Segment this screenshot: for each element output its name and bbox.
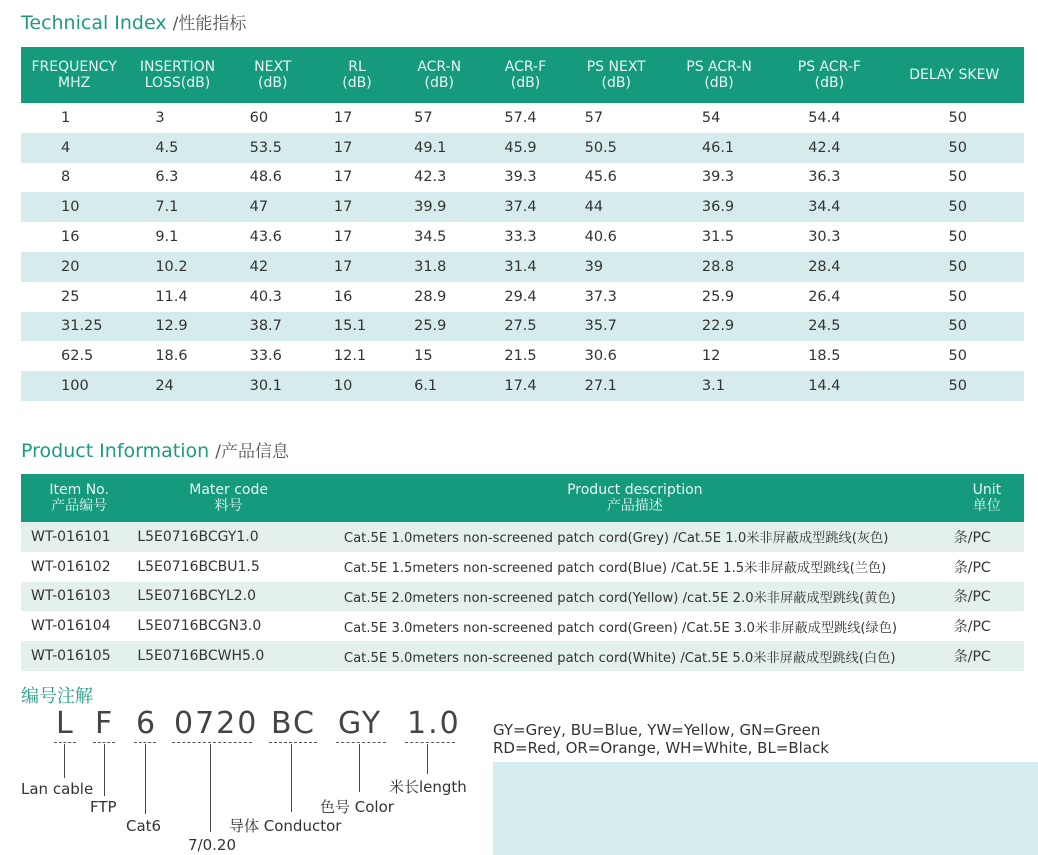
label-color: 色号 Color xyxy=(320,798,394,816)
table-cell: 50.5 xyxy=(569,133,664,163)
table-cell: L5E0716BCGN3.0 xyxy=(137,618,262,635)
table-cell: 36.9 xyxy=(664,192,774,222)
table-cell: 42 xyxy=(228,252,318,282)
table-cell: 34.4 xyxy=(774,192,884,222)
table-cell: 条/PC xyxy=(953,619,991,636)
tech-header-row xyxy=(21,47,1024,103)
prod-col-header xyxy=(320,474,950,522)
table-cell: 条/PC xyxy=(950,522,1024,552)
prod-col-header-en: Unit xyxy=(972,482,1002,498)
table-cell: 37.3 xyxy=(584,288,617,305)
table-cell: 54 xyxy=(701,109,721,126)
table-cell: 47 xyxy=(228,192,318,222)
table-row xyxy=(21,611,1024,641)
table-cell: 16 xyxy=(61,229,80,246)
code-seg-length: 1.0 xyxy=(407,706,461,741)
table-cell: 46.1 xyxy=(664,133,774,163)
tech-col-header xyxy=(318,47,396,103)
table-row xyxy=(21,371,1024,401)
table-cell: Cat.5E 1.0meters non-screened patch cord(Grey) /Cat.5E 1.0米非屏蔽成型跳线(灰色) xyxy=(320,522,950,552)
table-cell: 15.1 xyxy=(318,312,396,342)
table-cell: 54.4 xyxy=(808,109,841,126)
table-cell: Cat.5E 5.0meters non-screened patch cord(White) /Cat.5E 5.0米非屏蔽成型跳线(白色) xyxy=(320,641,950,671)
table-cell: 25.9 xyxy=(396,312,482,342)
table-cell: 31.8 xyxy=(396,252,482,282)
table-cell: 15 xyxy=(414,348,433,365)
table-cell: 44 xyxy=(569,192,664,222)
code-annotation-title: 编号注解 xyxy=(21,686,93,707)
table-cell: 33.3 xyxy=(504,229,537,246)
connector-line xyxy=(145,744,146,814)
table-cell: 48.6 xyxy=(249,169,282,186)
tech-col-header-line2: (dB) xyxy=(342,75,372,91)
table-cell: 1 xyxy=(61,109,71,126)
tech-col-header-line1: PS ACR-F xyxy=(797,59,861,75)
table-cell: 50 xyxy=(948,109,967,126)
table-cell: L5E0716BCYL2.0 xyxy=(137,582,320,612)
label-ftp: FTP xyxy=(90,798,117,816)
table-cell: 12.1 xyxy=(333,348,367,365)
prod-col-header-cn: 产品描述 xyxy=(606,498,663,514)
table-cell: 50 xyxy=(885,192,1024,222)
table-cell: 57 xyxy=(414,109,433,126)
prod-col-header-cn: 料号 xyxy=(214,498,243,514)
technical-index-table xyxy=(21,47,1024,401)
table-cell: 17 xyxy=(333,169,353,186)
table-cell: 25 xyxy=(61,288,80,305)
table-cell: 31.5 xyxy=(701,229,735,246)
table-cell: 37.4 xyxy=(482,192,568,222)
prod-col-header-cn: 单位 xyxy=(972,498,1001,514)
prod-col-header-en: Item No. xyxy=(49,482,109,498)
label-cat6: Cat6 xyxy=(126,817,162,835)
prod-col-header xyxy=(21,474,137,522)
connector-line xyxy=(359,744,360,792)
tech-col-header-line1: ACR-N xyxy=(417,59,462,75)
table-cell: 26.4 xyxy=(808,288,841,305)
tech-col-header-line2: (dB) xyxy=(510,75,541,91)
table-cell: 100 xyxy=(21,371,127,401)
prod-col-header-cn: 产品编号 xyxy=(51,498,108,514)
table-cell: 24.5 xyxy=(774,312,884,342)
connector-line xyxy=(104,744,105,796)
tech-col-header-line2: (dB) xyxy=(258,75,288,91)
table-cell: WT-016101 xyxy=(21,522,137,552)
table-cell: L5E0716BCGY1.0 xyxy=(137,522,320,552)
table-cell: 27.1 xyxy=(569,371,664,401)
table-cell: 17 xyxy=(333,109,353,126)
table-cell: L5E0716BCWH5.0 xyxy=(137,641,320,671)
table-cell: 40.6 xyxy=(584,229,617,246)
table-row xyxy=(21,252,1024,282)
table-cell: 31.4 xyxy=(482,252,568,282)
table-cell: 17 xyxy=(318,133,396,163)
tech-subtitle: /性能指标 xyxy=(172,14,247,34)
table-cell: WT-016105 xyxy=(21,641,137,671)
table-cell: 18.5 xyxy=(808,348,841,365)
table-row xyxy=(21,163,1024,193)
table-cell: 42.4 xyxy=(774,133,884,163)
code-seg-l: L xyxy=(56,706,75,741)
table-cell: 9.1 xyxy=(155,229,179,246)
table-cell: 16 xyxy=(333,288,353,305)
table-row xyxy=(21,222,1024,252)
table-row xyxy=(21,282,1024,312)
tech-col-header-line1: RL xyxy=(348,59,366,75)
table-row xyxy=(21,133,1024,163)
table-cell: 22.9 xyxy=(664,312,774,342)
connector-line xyxy=(427,744,428,774)
table-cell: 条/PC xyxy=(950,641,1024,671)
table-cell: 50 xyxy=(948,229,967,246)
code-seg-6: 6 xyxy=(136,706,158,741)
table-cell: 49.1 xyxy=(396,133,482,163)
table-cell: 39.9 xyxy=(396,192,482,222)
tech-col-header-line1: PS ACR-N xyxy=(686,59,752,75)
table-cell: 50 xyxy=(948,288,967,305)
code-seg-0720: 0720 xyxy=(174,706,259,741)
table-cell: 40.3 xyxy=(249,288,282,305)
table-row xyxy=(21,341,1024,371)
table-cell: 45.6 xyxy=(584,169,617,186)
table-cell: 17 xyxy=(333,229,353,246)
table-cell: 50 xyxy=(948,169,967,186)
tech-col-header xyxy=(885,47,1024,103)
tech-col-header xyxy=(228,47,318,103)
tech-col-header xyxy=(569,47,664,103)
label-length: 米长length xyxy=(389,778,467,796)
table-cell: 27.5 xyxy=(482,312,568,342)
product-information-table xyxy=(21,474,1024,671)
table-cell: 29.4 xyxy=(504,288,537,305)
tech-col-header xyxy=(482,47,568,103)
tech-section-title xyxy=(21,9,246,34)
table-cell: 50 xyxy=(885,312,1024,342)
label-conductor-size: 7/0.20 xyxy=(188,836,236,854)
table-cell: 17.4 xyxy=(482,371,568,401)
table-cell: 14.4 xyxy=(774,371,884,401)
table-cell: 60 xyxy=(249,109,269,126)
table-cell: WT-016104 xyxy=(31,618,111,635)
table-cell: 50 xyxy=(948,348,967,365)
table-row xyxy=(21,641,1024,671)
table-cell: 28.9 xyxy=(414,288,447,305)
table-cell: 43.6 xyxy=(249,229,282,246)
label-lan-cable: Lan cable xyxy=(21,780,94,798)
table-cell: 28.8 xyxy=(664,252,774,282)
table-cell: 10.2 xyxy=(127,252,227,282)
tech-col-header xyxy=(396,47,482,103)
code-seg-bc: BC xyxy=(271,706,317,741)
table-cell: 8 xyxy=(61,169,71,186)
table-cell: 39.3 xyxy=(701,169,735,186)
table-row xyxy=(21,312,1024,342)
underline xyxy=(172,742,252,744)
table-cell: 条/PC xyxy=(950,582,1024,612)
table-row xyxy=(21,582,1024,612)
table-cell: 17 xyxy=(318,192,396,222)
table-cell: 4 xyxy=(21,133,127,163)
tech-col-header-line2: (dB) xyxy=(424,75,454,91)
table-cell: 30.1 xyxy=(228,371,318,401)
table-row xyxy=(21,552,1024,582)
color-legend-line-1: GY=Grey, BU=Blue, YW=Yellow, GN=Green xyxy=(493,721,821,739)
table-cell: 39 xyxy=(569,252,664,282)
tech-col-header-line2: LOSS(dB) xyxy=(144,75,211,91)
tech-col-header-line1: INSERTION xyxy=(139,59,216,75)
legend-box xyxy=(493,762,1038,855)
tech-col-header-line1: NEXT xyxy=(254,59,292,75)
tech-col-header xyxy=(664,47,774,103)
table-row xyxy=(21,522,1024,552)
code-seg-f: F xyxy=(95,706,115,741)
color-legend-line-2: RD=Red, OR=Orange, WH=White, BL=Black xyxy=(493,739,829,757)
table-cell: 20 xyxy=(21,252,127,282)
tech-col-header xyxy=(774,47,884,103)
prod-subtitle: /产品信息 xyxy=(215,442,289,462)
table-cell: 4.5 xyxy=(127,133,227,163)
table-cell: 7.1 xyxy=(127,192,227,222)
table-cell: 31.25 xyxy=(21,312,127,342)
table-cell: 10 xyxy=(21,192,127,222)
table-cell: 62.5 xyxy=(61,348,94,365)
table-cell: 30.3 xyxy=(808,229,841,246)
table-cell: 50 xyxy=(885,252,1024,282)
table-cell: 24 xyxy=(127,371,227,401)
table-cell: Cat.5E 3.0meters non-screened patch cord(Green) /Cat.5E 3.0米非屏蔽成型跳线(绿色) xyxy=(343,620,898,636)
table-cell: 39.3 xyxy=(504,169,537,186)
table-cell: 30.6 xyxy=(584,348,617,365)
table-cell: 条/PC xyxy=(953,559,991,576)
table-cell: L5E0716BCBU1.5 xyxy=(137,558,260,575)
tech-col-header-line1: FREQUENCY xyxy=(31,59,117,75)
table-cell: 28.4 xyxy=(774,252,884,282)
connector-line xyxy=(291,744,292,812)
table-cell: 53.5 xyxy=(228,133,318,163)
table-cell: 42.3 xyxy=(414,169,447,186)
table-cell: 57.4 xyxy=(504,109,537,126)
prod-col-header xyxy=(137,474,320,522)
table-row xyxy=(21,103,1024,133)
table-cell: 33.6 xyxy=(249,348,282,365)
prod-col-header xyxy=(950,474,1024,522)
underline xyxy=(405,742,455,744)
table-cell: 50 xyxy=(885,133,1024,163)
table-cell: 38.7 xyxy=(228,312,318,342)
tech-col-header-line2: MHZ xyxy=(58,75,91,91)
tech-col-header-line2: (dB) xyxy=(601,75,631,91)
prod-col-header-en: Product description xyxy=(567,482,703,498)
tech-title: Technical Index xyxy=(21,12,167,34)
tech-col-header-line1: PS NEXT xyxy=(586,59,646,75)
tech-col-header xyxy=(21,47,127,103)
table-cell: 3 xyxy=(155,109,165,126)
table-cell: 35.7 xyxy=(569,312,664,342)
table-cell: WT-016102 xyxy=(31,558,111,575)
table-cell: WT-016103 xyxy=(21,582,137,612)
connector-line xyxy=(210,744,211,832)
prod-header-row xyxy=(21,474,1024,522)
table-cell: 12.9 xyxy=(127,312,227,342)
table-cell: Cat.5E 2.0meters non-screened patch cord(Yellow) /cat.5E 2.0米非屏蔽成型跳线(黄色) xyxy=(320,582,950,612)
tech-col-header xyxy=(127,47,227,103)
table-cell: 6.3 xyxy=(155,169,179,186)
code-seg-gy: GY xyxy=(338,706,383,741)
prod-title: Product Information xyxy=(21,440,210,462)
table-cell: 36.3 xyxy=(808,169,841,186)
table-cell: 11.4 xyxy=(155,288,188,305)
underline xyxy=(54,742,76,744)
connector-line xyxy=(64,744,65,778)
table-cell: 10 xyxy=(318,371,396,401)
tech-col-header-line2: (dB) xyxy=(814,75,845,91)
prod-col-header-en: Mater code xyxy=(189,482,268,498)
table-cell: 17 xyxy=(318,252,396,282)
table-row xyxy=(21,192,1024,222)
tech-col-header-line1: DELAY SKEW xyxy=(909,67,1000,83)
table-cell: 57 xyxy=(584,109,604,126)
table-cell: 50 xyxy=(885,371,1024,401)
label-conductor: 导体 Conductor xyxy=(229,817,342,835)
table-cell: 45.9 xyxy=(482,133,568,163)
table-cell: 6.1 xyxy=(396,371,482,401)
table-cell: 3.1 xyxy=(664,371,774,401)
tech-col-header-line1: ACR-F xyxy=(504,59,547,75)
underline xyxy=(336,742,386,744)
table-cell: Cat.5E 1.5meters non-screened patch cord(Blue) /Cat.5E 1.5米非屏蔽成型跳线(兰色) xyxy=(343,561,887,577)
table-cell: 18.6 xyxy=(155,348,188,365)
table-cell: 25.9 xyxy=(701,288,735,305)
prod-section-title xyxy=(21,437,289,462)
underline xyxy=(269,742,317,744)
table-cell: 21.5 xyxy=(504,348,537,365)
table-cell: 34.5 xyxy=(414,229,447,246)
table-cell: 12 xyxy=(701,348,721,365)
tech-col-header-line2: (dB) xyxy=(704,75,734,91)
